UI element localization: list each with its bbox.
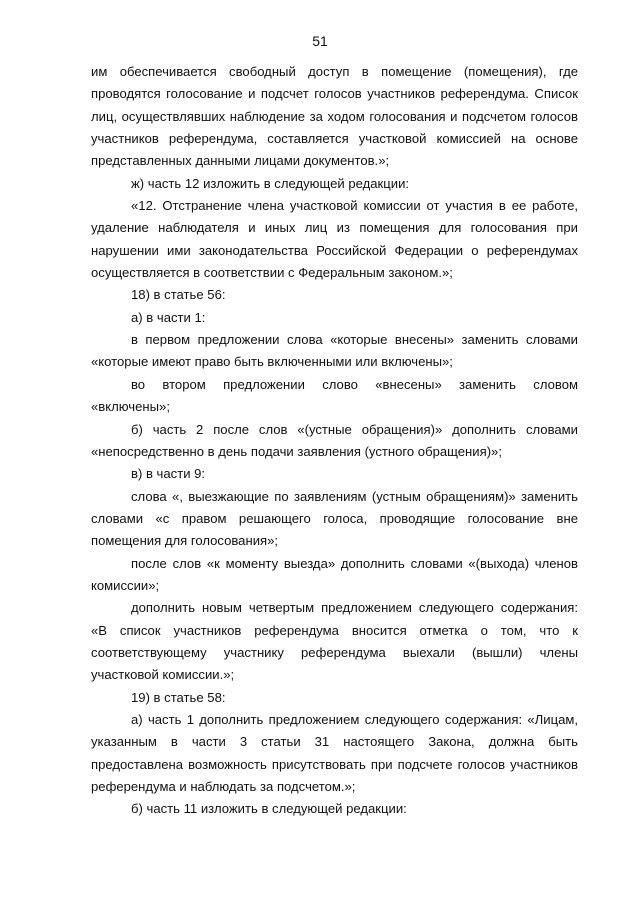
paragraph: 19) в статье 58: (131, 689, 226, 705)
paragraph: в первом предложении слова «которые внесены» заменить словами «которые имеют право быть включенными или включены»; (91, 332, 578, 370)
paragraph: им обеспечивается свободный доступ в помещение (помещения), где проводятся голосование и подсчет голосов участников референдума. Список лиц, осуществлявших наблюдение за ходом голосования и подсчетом голосов участников референдума, составляется участковой комиссией на основе представленных данными лицами документов.»; (91, 64, 578, 169)
page-number: 51 (312, 33, 328, 49)
paragraph: после слов «к моменту выезда» дополнить словами «(выхода) членов комиссии»; (91, 555, 578, 593)
paragraph: а) в части 1: (131, 309, 206, 325)
paragraph: а) часть 1 дополнить предложением следующего содержания: «Лицам, указанным в части 3 статьи 31 настоящего Закона, должна быть предоставлена возможность присутствовать при подсчете голосов участников референдума и наблюдать за подсчетом.»; (91, 711, 578, 794)
paragraph: б) часть 2 после слов «(устные обращения)» дополнить словами «непосредственно в день подачи заявления (устного обращения)»; (91, 421, 578, 459)
paragraph: в) в части 9: (131, 466, 206, 482)
paragraph: дополнить новым четвертым предложением следующего содержания: «В список участников референдума вносится отметка о том, что к соответствующему участнику референдума выехали (вышли) члены участковой комиссии.»; (91, 600, 578, 683)
paragraph: «12. Отстранение члена участковой комиссии от участия в ее работе, удаление наблюдателя и иных лиц из помещения для голосования при нарушении ими законодательства Российской Федерации о референдумах осуществляется в соответствии с Федеральным законом.»; (91, 198, 578, 281)
paragraph: 18) в статье 56: (131, 287, 226, 303)
paragraph: ж) часть 12 изложить в следующей редакции: (131, 175, 410, 191)
paragraph: слова «, выезжающие по заявлениям (устным обращениям)» заменить словами «с правом решающего голоса, проводящие голосование вне помещения для голосования»; (91, 488, 578, 549)
paragraph: во втором предложении слово «внесены» заменить словом «включены»; (91, 376, 578, 415)
paragraph: б) часть 11 изложить в следующей редакции: (131, 801, 407, 817)
document-body (91, 61, 578, 821)
